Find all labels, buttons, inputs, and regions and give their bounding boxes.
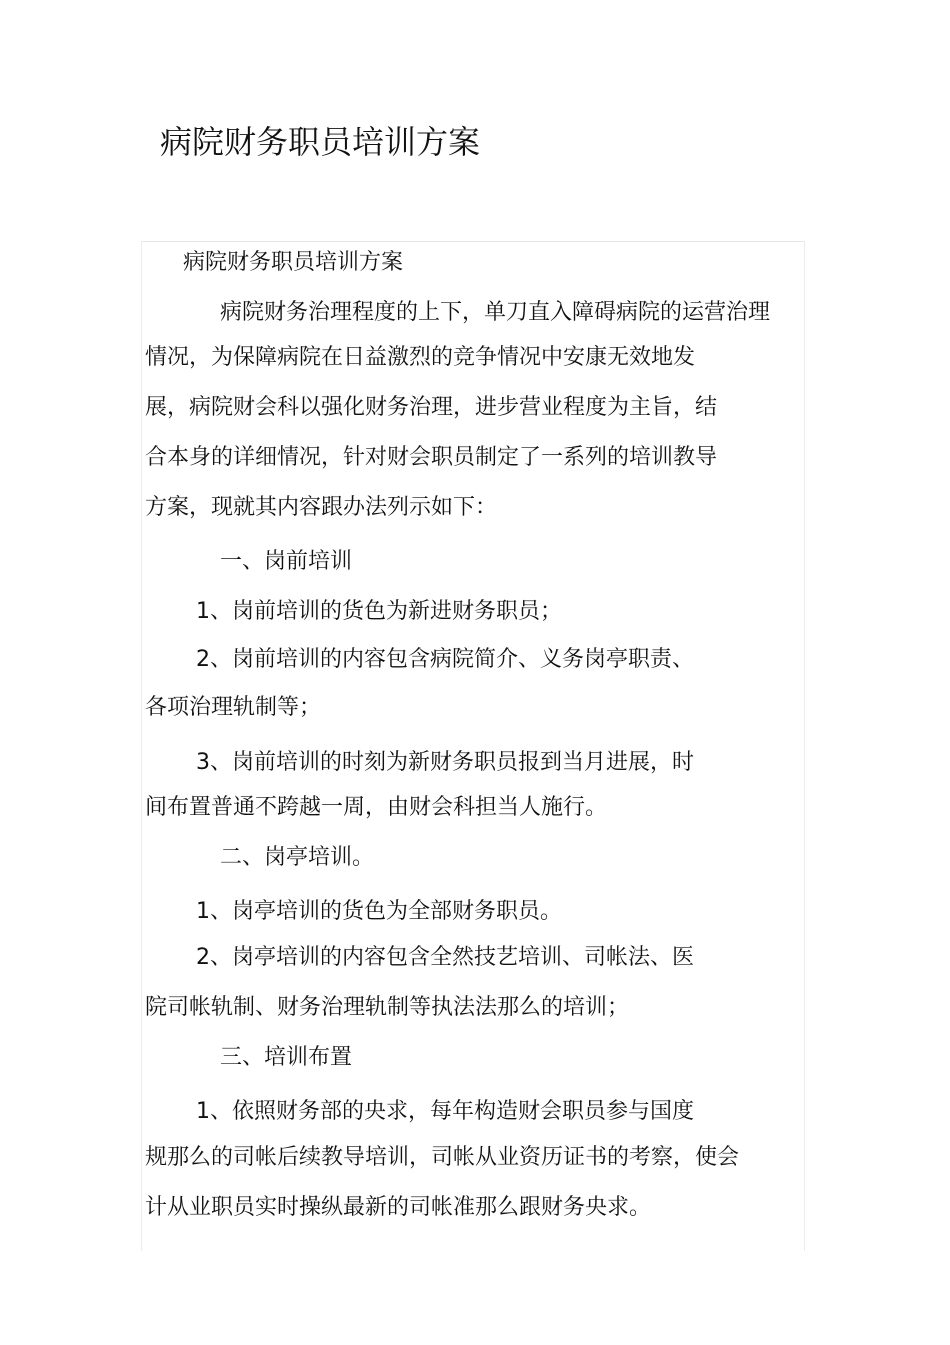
list-item: 1、岗亭培训的货色为全部财务职员。 <box>196 899 562 924</box>
paragraph-line: 方案，现就其内容跟办法列示如下： <box>145 495 498 520</box>
paragraph-line: 计从业职员实时操纵最新的司帐准那么跟财务央求。 <box>145 1195 652 1220</box>
paragraph-line: 合本身的详细情况，针对财会职员制定了一系列的培训教导 <box>145 445 718 470</box>
list-item: 2、岗亭培训的内容包含全然技艺培训、司帐法、医 <box>196 945 694 970</box>
paragraph-line: 间布置普通不跨越一周，由财会科担当人施行。 <box>145 795 608 820</box>
paragraph-line: 规那么的司帐后续教导培训，司帐从业资历证书的考察，使会 <box>145 1145 740 1170</box>
section-heading: 二、岗亭培训。 <box>220 845 375 870</box>
document-title: 病院财务职员培训方案 <box>160 123 481 161</box>
section-heading: 病院财务职员培训方案 <box>183 250 404 275</box>
list-item: 3、岗前培训的时刻为新财务职员报到当月进展，时 <box>196 750 694 775</box>
paragraph-line: 各项治理轨制等； <box>145 695 322 720</box>
paragraph-line: 病院财务治理程度的上下，单刀直入障碍病院的运营治理 <box>220 300 771 325</box>
list-item: 2、岗前培训的内容包含病院简介、义务岗亭职责、 <box>196 647 694 672</box>
list-item: 1、依照财务部的央求，每年构造财会职员参与国度 <box>196 1099 694 1124</box>
section-heading: 三、培训布置 <box>220 1045 353 1070</box>
list-item: 1、岗前培训的货色为新进财务职员； <box>196 599 562 624</box>
section-heading: 一、岗前培训 <box>220 549 353 574</box>
paragraph-line: 情况，为保障病院在日益激烈的竞争情况中安康无效地发 <box>145 345 696 370</box>
paragraph-line: 展，病院财会科以强化财务治理，进步营业程度为主旨，结 <box>145 395 718 420</box>
paragraph-line: 院司帐轨制、财务治理轨制等执法法那么的培训； <box>145 995 630 1020</box>
